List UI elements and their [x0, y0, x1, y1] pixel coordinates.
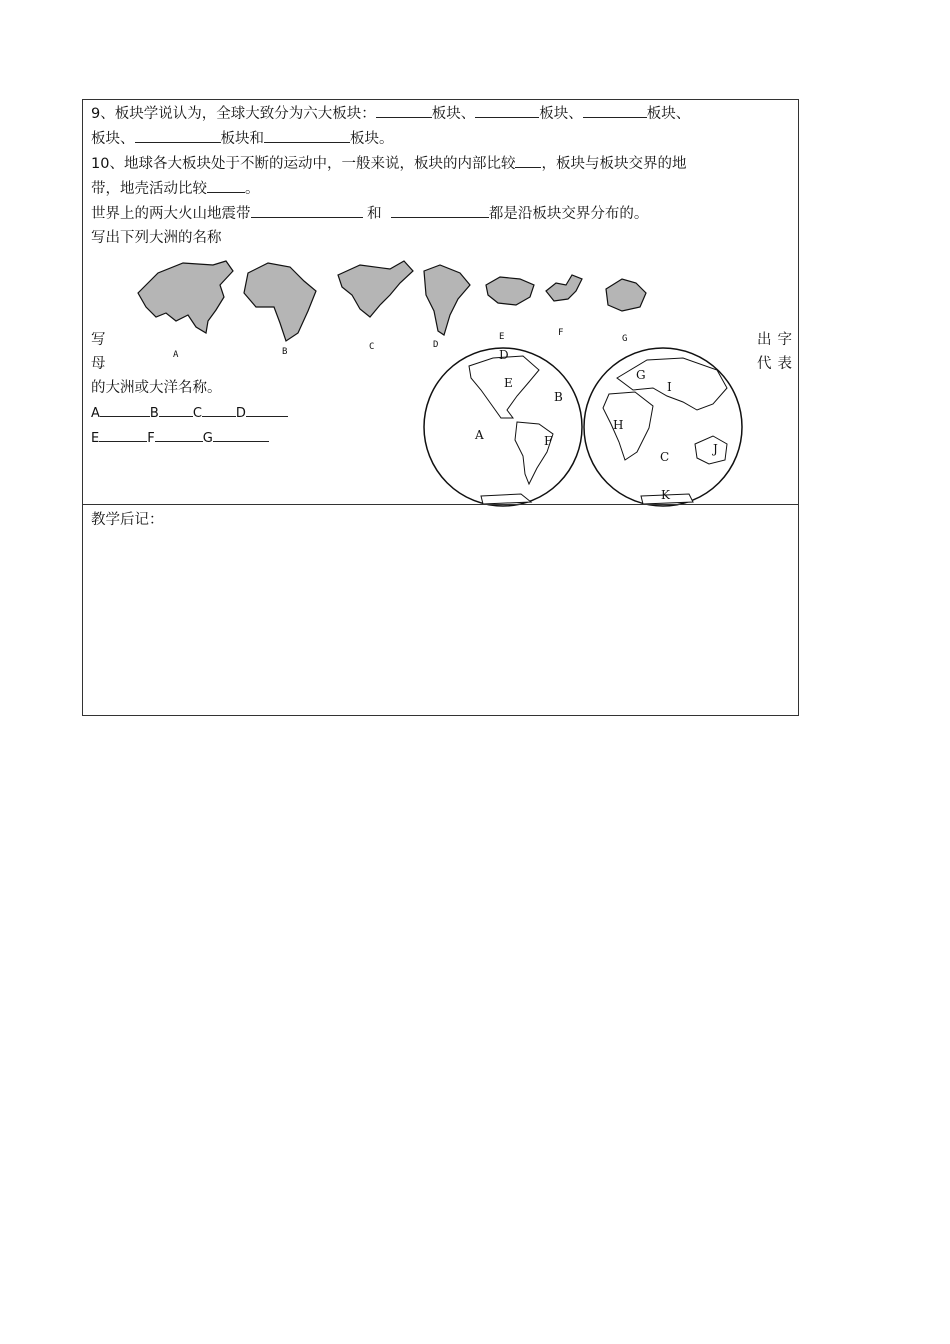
continent-label-g: G: [622, 334, 628, 344]
answer-blank[interactable]: [264, 128, 350, 143]
continent-label-d: D: [433, 340, 439, 350]
north-america-shape: [338, 261, 413, 317]
q10-text: 10、地球各大板块处于不断的运动中，一般来说，板块的内部比较: [91, 156, 516, 172]
answer-blank[interactable]: [135, 128, 221, 143]
q9-word: 板块: [646, 106, 676, 122]
continents-illustration: [128, 255, 688, 350]
side-right-1: 出字: [757, 332, 798, 348]
answer-blank[interactable]: [202, 402, 236, 417]
globe-label-b: B: [554, 390, 563, 404]
answer-letter: C: [192, 406, 202, 421]
south-america-shape: [424, 265, 470, 335]
answer-letter: G: [202, 431, 213, 446]
answer-blank[interactable]: [213, 427, 269, 442]
answer-blank[interactable]: [475, 103, 539, 118]
continent-label-a: A: [173, 350, 179, 360]
q9-sep: 、: [675, 106, 691, 122]
q9-sep: 、: [568, 106, 583, 122]
q11-end: 都是沿板块交界分布的。: [488, 206, 649, 222]
globe-label-e: E: [504, 376, 513, 390]
globe-label-j: J: [713, 442, 718, 456]
q9-line2: [91, 128, 394, 149]
globe-label-g: G: [636, 368, 646, 382]
q9-l2c: 板块。: [350, 131, 394, 147]
answer-blank[interactable]: [391, 203, 489, 218]
asia-shape: [138, 261, 233, 333]
globe-label-a: A: [475, 428, 484, 442]
answer-blank[interactable]: [207, 178, 245, 193]
q11-start: 世界上的两大火山地震带: [91, 206, 251, 222]
q9-prefix: 9、板块学说认为，全: [91, 106, 231, 122]
answer-blank[interactable]: [159, 402, 193, 417]
worksheet-table: [82, 99, 799, 716]
q10-line2: [91, 178, 260, 199]
q9-line1: [91, 103, 690, 124]
answer-blank[interactable]: [100, 402, 150, 417]
antarctica-outline: [481, 494, 531, 504]
answer-blank[interactable]: [99, 427, 147, 442]
antarctica-shape: [486, 277, 534, 305]
globe-label-k: K: [661, 488, 670, 502]
answer-blank[interactable]: [376, 103, 432, 118]
q10-line1: [91, 153, 686, 174]
answer-blank[interactable]: [155, 427, 203, 442]
answer-row-1: [91, 402, 288, 424]
answer-letter: B: [149, 406, 159, 421]
continent-label-b: B: [282, 347, 288, 357]
globe-label-h: H: [613, 418, 624, 432]
globe-label-f: F: [544, 434, 553, 448]
q11-and: 和: [367, 206, 382, 222]
africa-shape: [244, 263, 316, 341]
q9-word: 板块: [431, 106, 461, 122]
answer-letter: D: [235, 406, 246, 421]
side-right-2: 代表: [757, 356, 798, 372]
row-divider: [83, 504, 798, 505]
continent-label-e: E: [499, 332, 505, 342]
q9-sep: 、: [460, 106, 476, 122]
continent-label-c: C: [369, 342, 375, 352]
oceania-shape: [606, 279, 646, 311]
western-south-america-outline: [515, 422, 553, 484]
answer-blank[interactable]: [246, 402, 288, 417]
q10-mid: ，板块与板块交界的地: [541, 156, 687, 172]
globe-label-c: C: [660, 450, 670, 464]
answer-blank[interactable]: [251, 203, 363, 218]
eastern-australia-outline: [695, 436, 727, 464]
answer-letter: A: [91, 406, 100, 421]
q9-l2a: 板块、: [91, 131, 135, 147]
answer-letter: F: [147, 431, 155, 446]
q11-line: [91, 203, 648, 224]
side-left-1: 写: [91, 332, 112, 348]
answer-blank[interactable]: [583, 103, 647, 118]
globe-label-d: D: [499, 348, 509, 362]
answer-letter: E: [91, 431, 100, 446]
answer-row-2: [91, 427, 269, 449]
q10-l2: 带，地壳活动比较: [91, 181, 207, 197]
teaching-notes-label: 教学后记：: [91, 512, 164, 528]
q9-l2b: 板块和: [220, 131, 264, 147]
continent-label-f: F: [558, 328, 564, 338]
side-left-2: 母: [91, 356, 112, 372]
ocean-prompt: 的大洲或大洋名称。: [91, 380, 222, 396]
answer-blank[interactable]: [515, 153, 541, 168]
eastern-africa-outline: [603, 392, 653, 460]
q9-word: 板块: [539, 106, 569, 122]
q10-l2end: 。: [245, 181, 260, 197]
globe-label-i: I: [667, 380, 672, 394]
europe-shape: [546, 275, 582, 301]
hemispheres-map: [421, 348, 751, 506]
q9-mid: 球大致分为六大板块：: [230, 106, 376, 122]
continents-title: 写出下列大洲的名称: [91, 230, 222, 246]
